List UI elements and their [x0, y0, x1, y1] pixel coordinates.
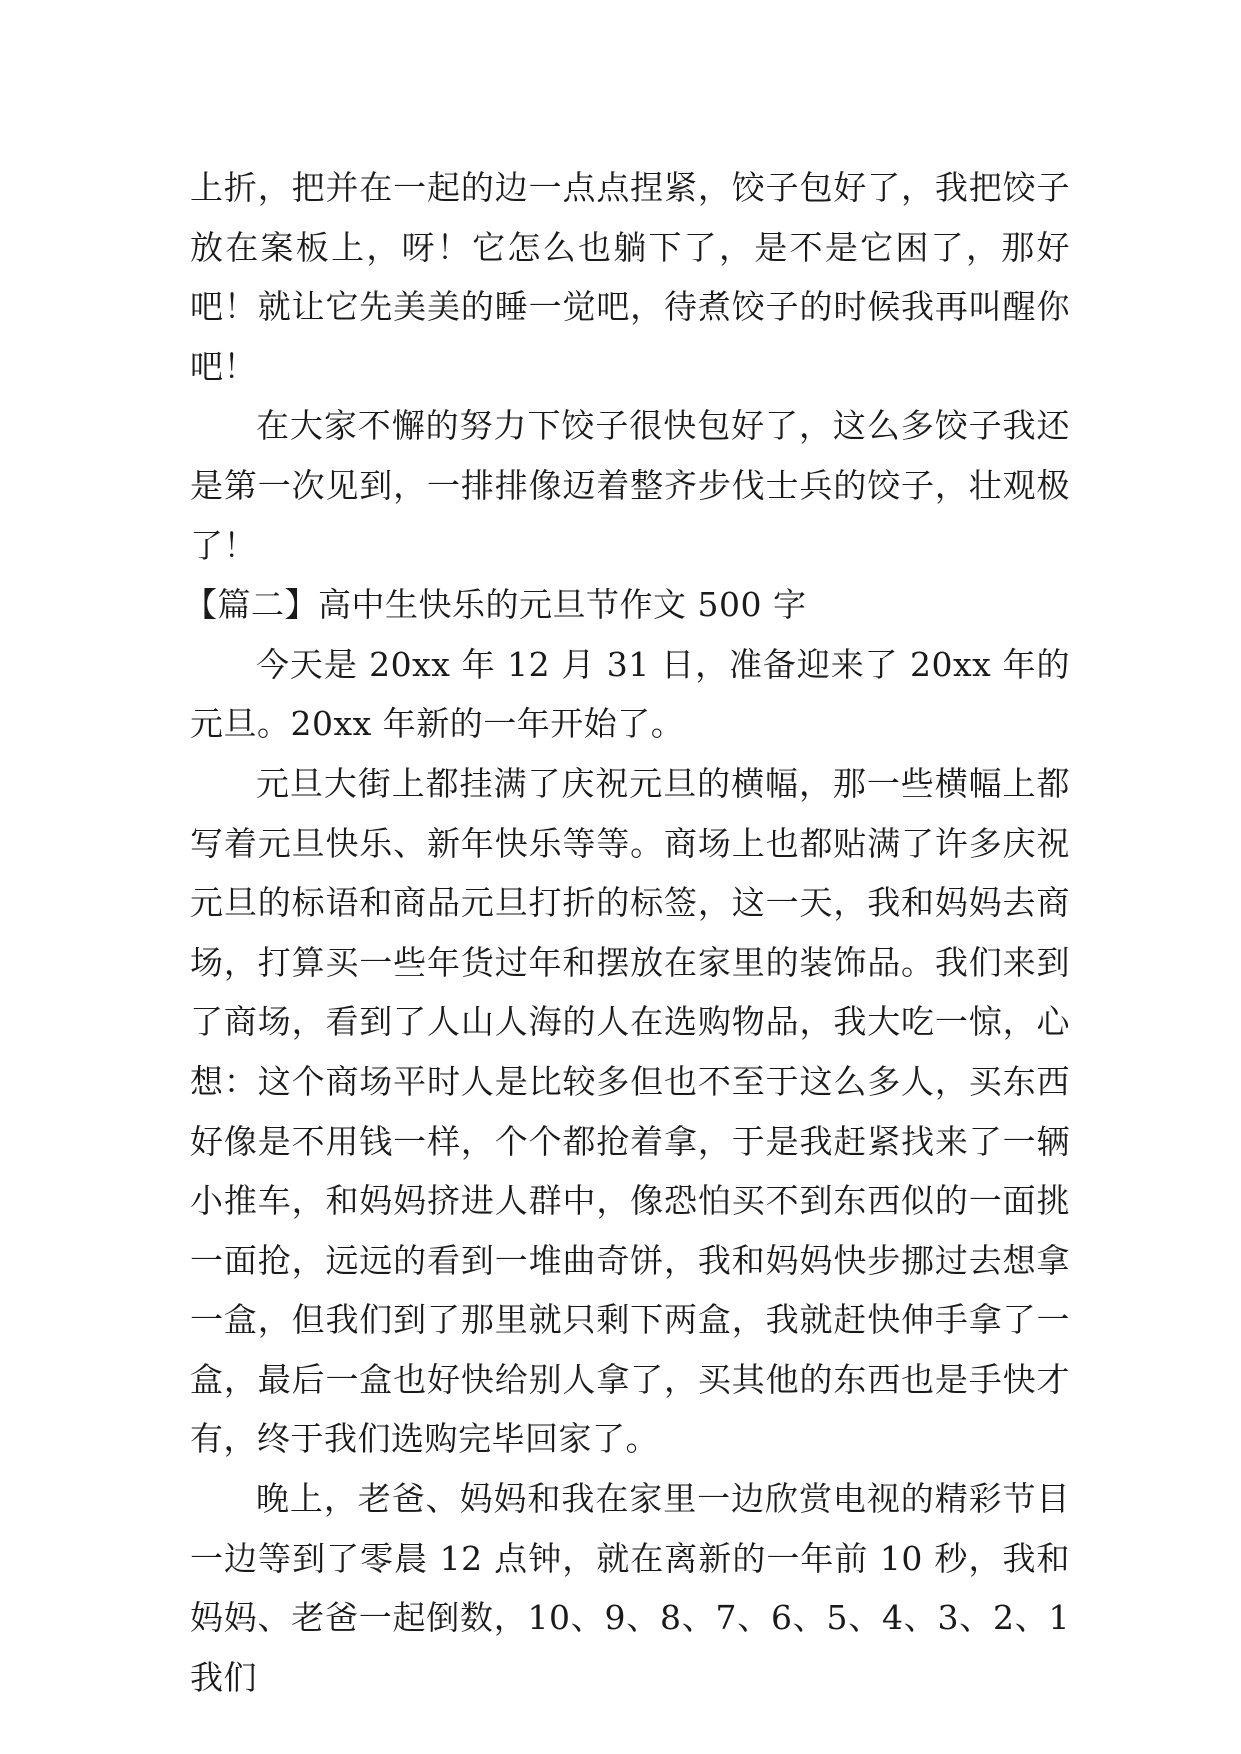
- paragraph-shopping: 元旦大街上都挂满了庆祝元旦的横幅，那一些横幅上都写着元旦快乐、新年快乐等等。商场上也都贴满了许多庆祝元旦的标语和商品元旦打折的标签，这一天，我和妈妈去商场，打算买一些年货过年和摆放在家里的装饰品。我们来到了商场，看到了人山人海的人在选购物品，我大吃一惊，心想：这个商场平时人是比较多但也不至于这么多人，买东西好像是不用钱一样，个个都抢着拿，于是我赶紧找来了一辆小推车，和妈妈挤进人群中，像恐怕买不到东西似的一面挑一面抢，远远的看到一堆曲奇饼，我和妈妈快步挪过去想拿一盒，但我们到了那里就只剩下两盒，我就赶快伸手拿了一盒，最后一盒也好快给别人拿了，买其他的东西也是手快才有，终于我们选购完毕回家了。: [190, 763, 1070, 1459]
- paragraph-new-year-date: 今天是 20xx 年 12 月 31 日，准备迎来了 20xx 年的元旦。20xx 年新的一年开始了。: [190, 644, 1070, 744]
- section-heading: 【篇二】高中生快乐的元旦节作文 500 字: [184, 585, 807, 625]
- document-body: [184, 158, 1070, 1707]
- paragraph-dumpling-continued: 上折，把并在一起的边一点点捏紧，饺子包好了，我把饺子放在案板上，呀！它怎么也躺下了，是不是它困了，那好吧！就让它先美美的睡一觉吧，待煮饺子的时候我再叫醒你吧！: [190, 168, 1070, 386]
- paragraph-dumplings-done: 在大家不懈的努力下饺子很快包好了，这么多饺子我还是第一次见到，一排排像迈着整齐步伐士兵的饺子，壮观极了！: [190, 406, 1070, 565]
- paragraph-countdown: 晚上，老爸、妈妈和我在家里一边欣赏电视的精彩节目一边等到了零晨 12 点钟，就在离新的一年前 10 秒，我和妈妈、老爸一起倒数，10、9、8、7、6、5、4、3、2、1 我们: [190, 1479, 1070, 1697]
